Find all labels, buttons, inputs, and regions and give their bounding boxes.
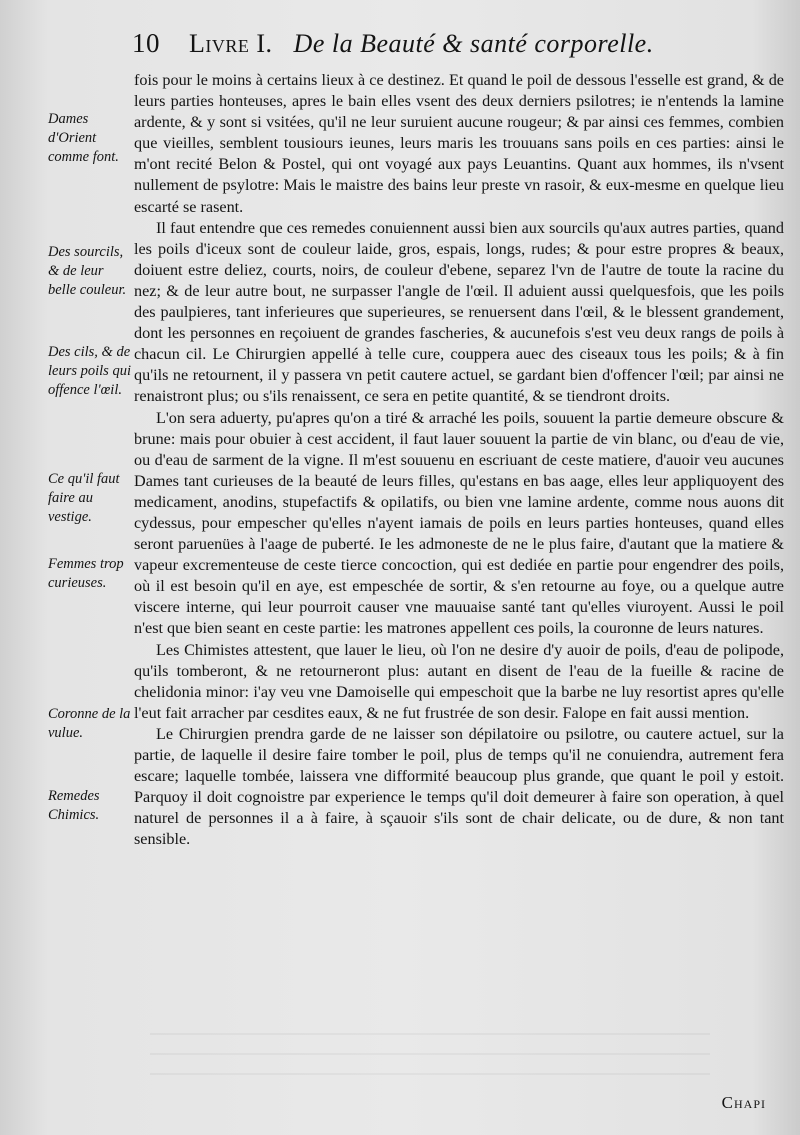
catchword: Chapi [721, 1093, 766, 1112]
paragraph-5: Le Chirurgien prendra garde de ne laisser son dépilatoire ou psilotre, ou cautere actuel, sur la partie, de laquelle il desire faire tomber le poil, plus de temps qu'il ne conuiendra, autrement fera escare; laquelle tombée, laissera vne difformité beaucoup plus grande, que quant le poil y estoit. Parquoy il doit cognoistre par experience le temps qu'il doit demeurer à faire son operation, à quel naturel de personnes il a à faire, à sçauoir s'ils sont de chair delicate, ou de dure, & non tant sensible. [134, 724, 784, 849]
margin-note-cils: Des cils, & de leurs poils qui offence l'œil. [48, 344, 131, 398]
main-text [134, 70, 784, 850]
margin-note-coronne: Coronne de la vulue. [48, 706, 131, 741]
margin-note-sourcils: Des sourcils, & de leur belle couleur. [48, 244, 127, 298]
running-header [132, 28, 772, 59]
page-number: 10 [132, 28, 160, 58]
book-label: Livre I. [189, 29, 273, 58]
margin-note-femmes: Femmes trop curieuses. [48, 556, 124, 591]
margin-note-dames-orient: Dames d'Orient comme font. [48, 111, 119, 165]
running-title: De la Beauté & santé corporelle. [293, 29, 654, 58]
margin-note-remedes: Remedes Chimics. [48, 788, 100, 823]
paragraph-3: L'on sera aduerty, pu'apres qu'on a tiré & arraché les poils, souuent la partie demeure obscure & brune: mais pour obuier à cest accident, il faut lauer souuent la partie de vin blanc, ou d'eau de vie, ou d'eau de sarment de la vigne. Il m'est souuenu en escriuant de ceste matiere, d'auoir veu aucunes Dames tant curieuses de la beauté de leurs filles, qu'estans en bas aage, elles leur appliquoyent des medicament, anodins, stupefactifs & opilatifs, ou bien vne lamine ardente, comme nous auons dit cydessus, pour empescher qu'elles n'ayent iamais de poils en leurs parties honteuses, quand elles seront paruenües à l'aage de puberté. Ie les admoneste de ne le plus faire, d'autant que la matiere & vapeur excrementeuse de ceste tierce concoction, qui est dediée en partie pour engendrer des poils, où il est besoin qu'il en aye, est empeschée de sortir, & s'en retourne au foye, ou a quelque autre viscere interne, qui leur pourroit causer vne mauuaise santé tant qu'elles viuroyent. Aussi le poil n'est que bien seant en ceste partie: les matrones appellent ces poils, la couronne de leurs natures. [134, 408, 784, 638]
show-through-texture [150, 1015, 710, 1075]
margin-note-vestige: Ce qu'il faut faire au vestige. [48, 471, 120, 525]
paragraph-2: Il faut entendre que ces remedes conuiennent aussi bien aux sourcils qu'aux autres parties, quand les poils d'iceux sont de couleur laide, gros, espais, longs, rudes; & pour estre propres & beaux, doiuent estre deliez, courts, noirs, de couleur d'ebene, separez l'vn de l'autre de toute la racine du nez; & de leur autre bout, ne surpasser l'angle de l'œil. Il aduient aussi quelquesfois, que les poils des paulpieres, tant inferieures que superieures, se renuersent dans l'œil, & le blessent grandement, dont les personnes en reçoiuent de grandes fascheries, & aucunefois s'est veu deux rangs de poils à chacun cil. Le Chirurgien appellé à telle cure, couppera auec des ciseaux tous les poils; & à fin qu'ils ne retournent, il y passera vn petit cautere actuel, se gardant bien d'offencer l'œil; par ainsi ne renaistront plus; ou s'ils renaissent, ce sera en petite quantité, & se tiendront droits. [134, 218, 784, 406]
paragraph-1: fois pour le moins à certains lieux à ce destinez. Et quand le poil de dessous l'esselle est grand, & de leurs parties honteuses, apres le bain elles vsent des deux derniers psilotres; ie n'entends la lamine ardente, & y sont si vsitées, qu'il ne leur suruient aucune rougeur; & par ainsi ces femmes, combien que vieilles, semblent tousiours ieunes, leurs maris les trouuans sans poils en ces parties: ainsi le m'ont recité Belon & Postel, qui ont voyagé aux pays Leuantins. Quant aux hommes, ils n'vsent nullement de psylotre: Mais le maistre des bains leur preste vn rasoir, & eux-mesme en quelque lieu escarté se rasent. [134, 71, 784, 216]
paragraph-4: Les Chimistes attestent, que lauer le lieu, où l'on ne desire d'y auoir de poils, d'eau de polipode, qu'ils tomberont, & ne retourneront plus: autant en disent de l'eau de la fueille & racine de chelidonia minor: i'ay veu vne Damoiselle qui empeschoit que la barbe ne luy resortist apres qu'elle l'eut fait arracher par cesdites eaux, & ne fut frustrée de son desir. Falope en fait aussi mention. [134, 640, 784, 722]
